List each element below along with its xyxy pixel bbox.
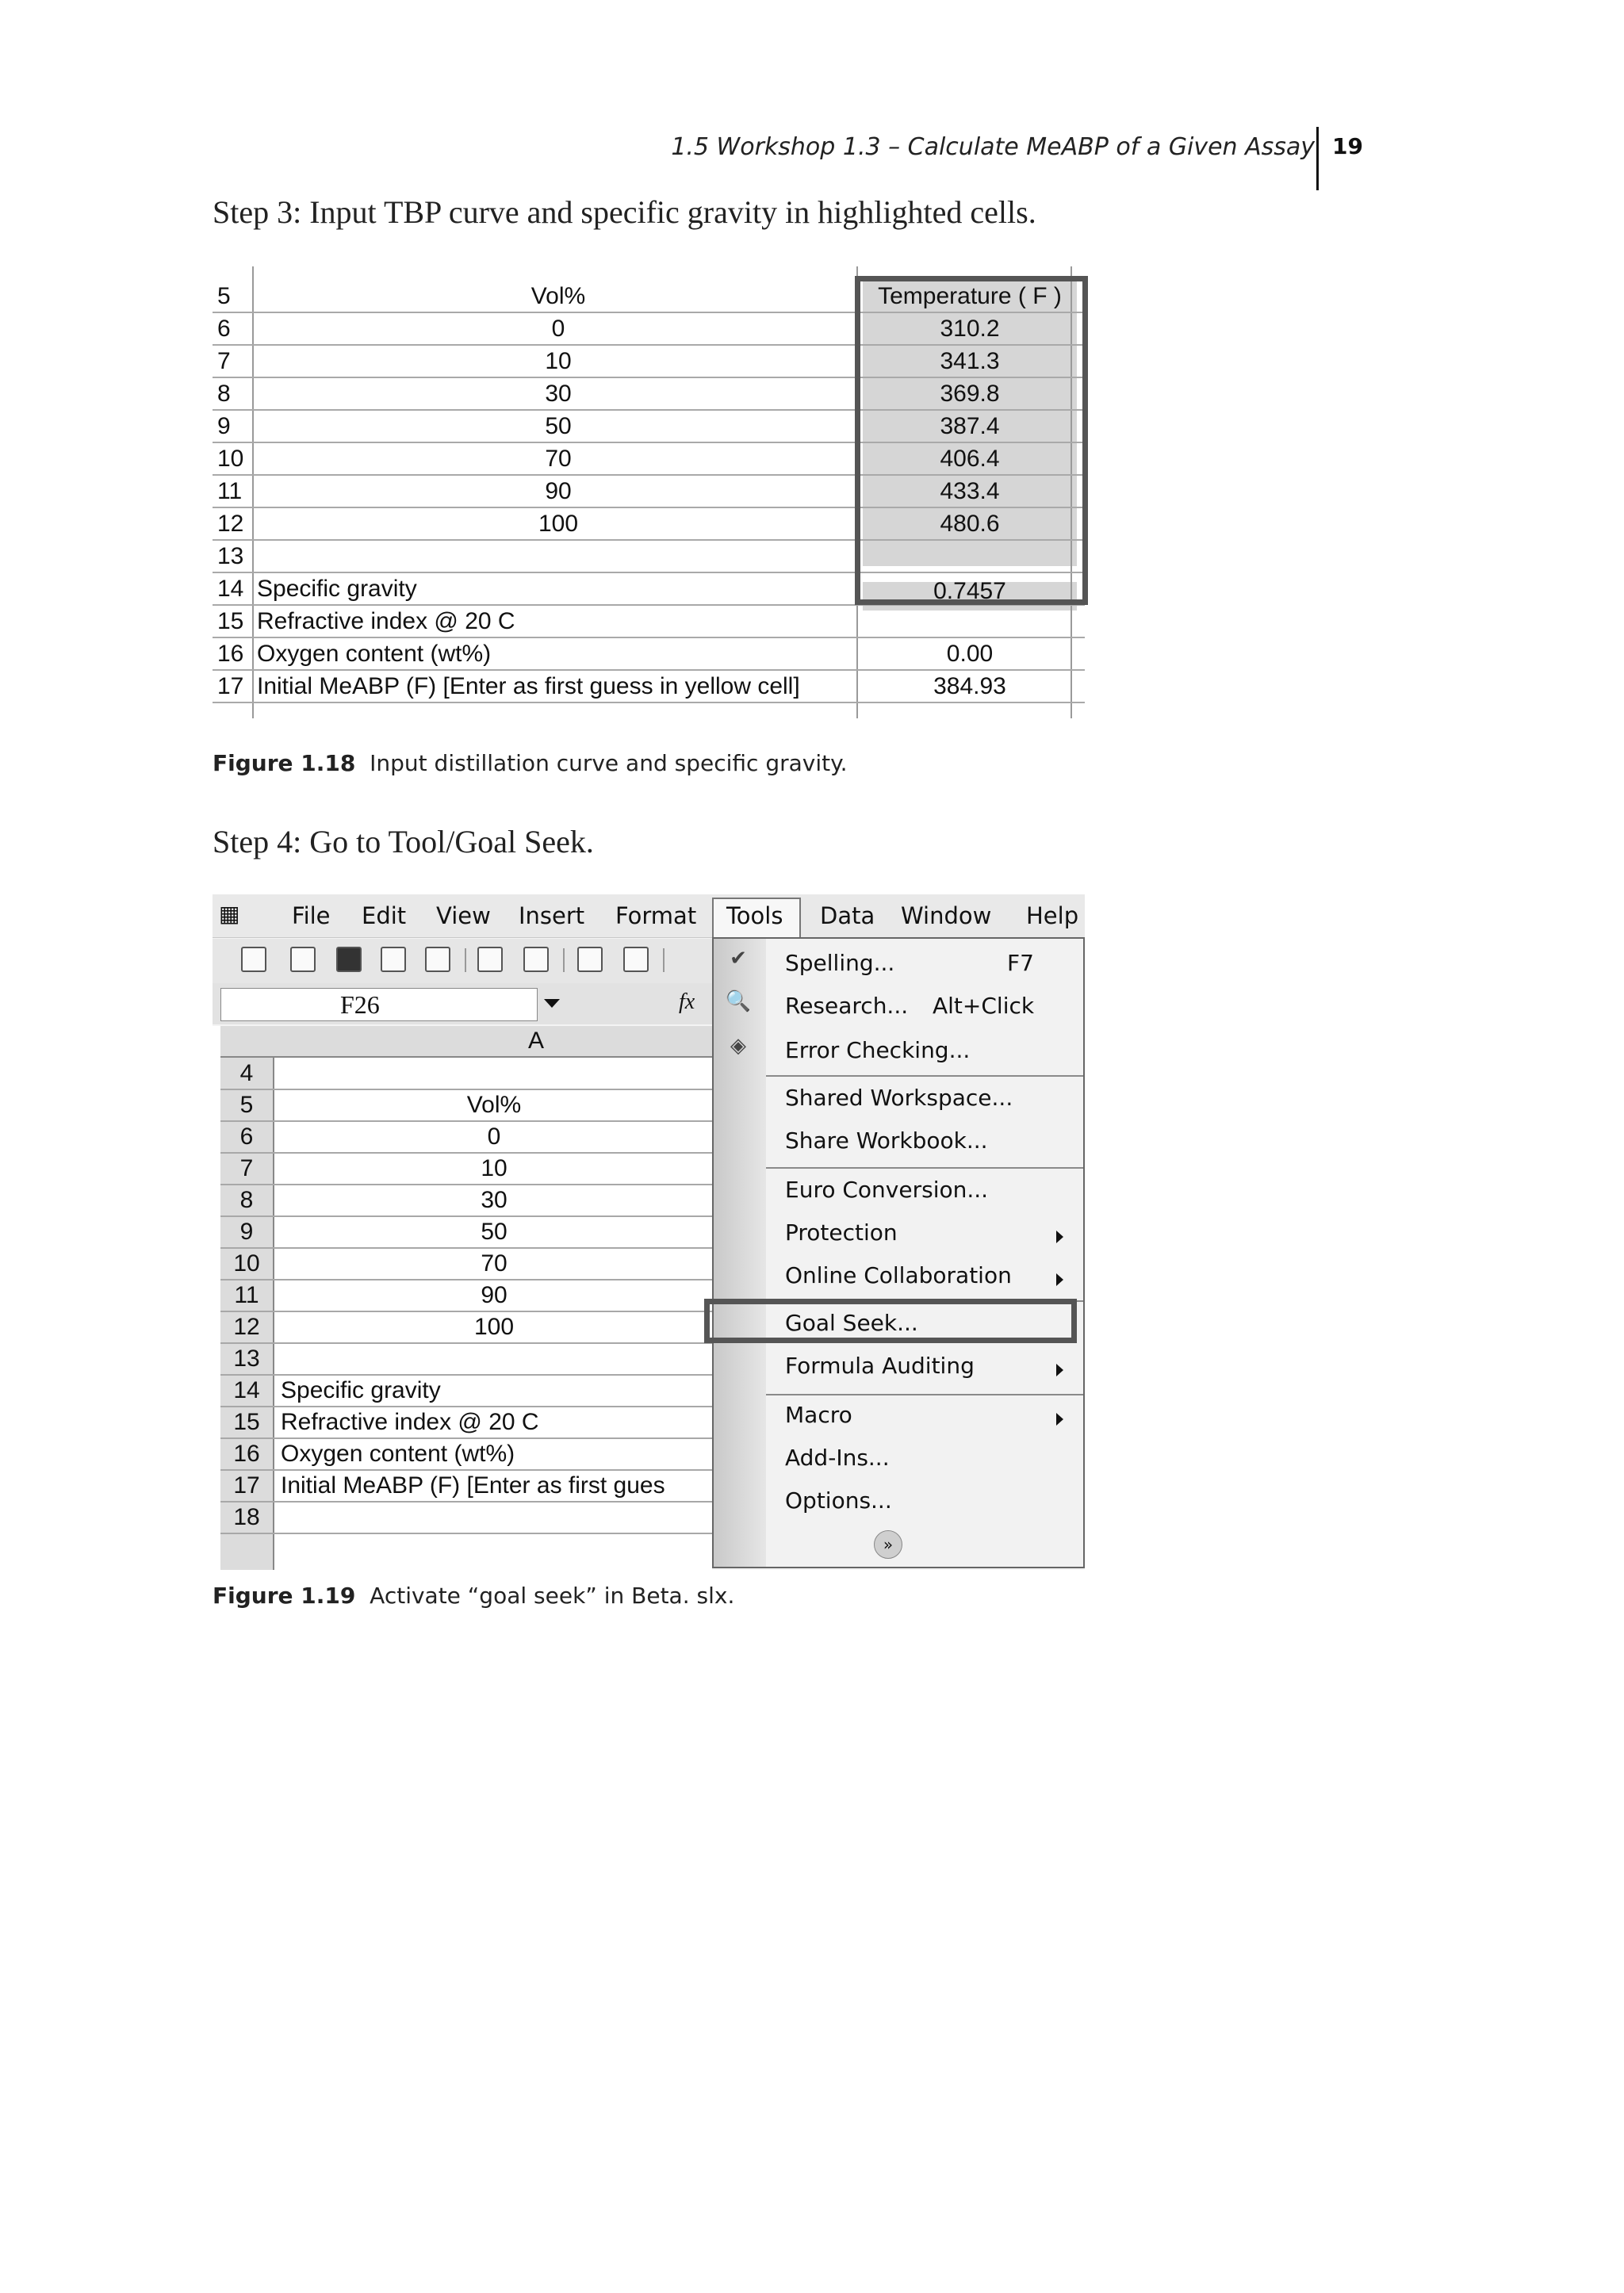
spelling-icon[interactable] xyxy=(577,947,603,972)
toolbar-separator xyxy=(663,948,665,972)
step4-text: Step 4: Go to Tool/Goal Seek. xyxy=(213,824,594,859)
menu-item-spelling[interactable]: Spelling... xyxy=(785,950,895,976)
submenu-arrow-icon xyxy=(1056,1413,1063,1426)
save-icon[interactable] xyxy=(336,947,362,972)
worksheet-grid xyxy=(213,1026,712,1570)
research-shortcut: Alt+Click xyxy=(933,993,1035,1019)
table-row[interactable]: 13 xyxy=(220,1343,712,1376)
figure-1-18-spreadsheet xyxy=(213,266,1085,718)
menu-separator xyxy=(766,1394,1083,1395)
table-row[interactable]: 4 xyxy=(220,1058,712,1090)
table-row[interactable]: 11 90 xyxy=(220,1280,712,1312)
figure-1-19-caption xyxy=(213,1583,734,1609)
table-row[interactable]: 7 10 xyxy=(220,1153,712,1185)
table-row[interactable]: 11 90 433.4 xyxy=(213,476,1085,508)
table-row[interactable]: 7 10 341.3 xyxy=(213,346,1085,378)
expand-menu-icon[interactable]: » xyxy=(874,1530,902,1559)
submenu-arrow-icon xyxy=(1056,1273,1063,1286)
header-rule xyxy=(1316,127,1319,190)
menu-item-macro[interactable]: Macro xyxy=(785,1402,852,1428)
submenu-arrow-icon xyxy=(1056,1364,1063,1376)
error-checking-icon: ◈ xyxy=(730,1034,746,1058)
email-icon[interactable] xyxy=(425,947,450,972)
input-highlight-frame xyxy=(855,276,1088,605)
table-row[interactable]: 17 Initial MeABP (F) [Enter as first gues xyxy=(220,1470,712,1503)
table-row[interactable]: 8 30 xyxy=(220,1185,712,1217)
table-row[interactable]: 14 Specific gravity 0.7457 xyxy=(213,573,1085,606)
table-row[interactable]: 6 0 xyxy=(220,1121,712,1154)
print-icon[interactable] xyxy=(477,947,503,972)
table-row[interactable]: 13 xyxy=(213,541,1085,573)
table-row[interactable]: 9 50 xyxy=(220,1216,712,1249)
menu-item-error-checking[interactable]: Error Checking... xyxy=(785,1037,971,1063)
table-row[interactable]: 14 Specific gravity xyxy=(220,1375,712,1407)
menu-separator xyxy=(766,1075,1083,1077)
table-row[interactable]: 9 50 387.4 xyxy=(213,411,1085,443)
menu-item-options[interactable]: Options... xyxy=(785,1487,892,1514)
figure-1-18-caption xyxy=(213,750,848,776)
table-row[interactable]: 12 100 480.6 xyxy=(213,508,1085,541)
name-box[interactable]: F26 xyxy=(220,988,538,1021)
menu-item-add-ins[interactable]: Add-Ins... xyxy=(785,1445,890,1471)
fx-icon[interactable]: fx xyxy=(679,990,695,1014)
toolbar-separator xyxy=(465,948,466,972)
open-icon[interactable] xyxy=(290,947,316,972)
spelling-shortcut: F7 xyxy=(1007,950,1034,976)
running-header-title: 1.5 Workshop 1.3 – Calculate MeABP of a Given Assay xyxy=(671,133,1315,161)
figure-label: Figure 1.19 xyxy=(213,1583,356,1609)
standard-toolbar xyxy=(213,939,712,984)
menu-file[interactable]: File xyxy=(292,902,331,929)
table-row[interactable]: 10 70 406.4 xyxy=(213,443,1085,476)
menu-item-share-workbook[interactable]: Share Workbook... xyxy=(785,1127,988,1154)
name-box-dropdown-icon[interactable] xyxy=(544,999,560,1008)
toolbar-separator xyxy=(563,948,565,972)
spelling-icon: ✔ xyxy=(730,947,747,970)
excel-app-icon[interactable]: ▦ xyxy=(219,901,240,927)
menu-view[interactable]: View xyxy=(436,902,491,929)
page-number: 19 xyxy=(1332,133,1363,159)
menu-item-shared-workspace[interactable]: Shared Workspace... xyxy=(785,1085,1013,1111)
table-row[interactable]: 10 70 xyxy=(220,1248,712,1280)
menu-data[interactable]: Data xyxy=(820,902,875,929)
menu-icon-gutter xyxy=(714,939,766,1567)
menu-window[interactable]: Window xyxy=(901,902,992,929)
table-row[interactable]: 5 Vol% Temperature ( F ) xyxy=(213,281,1085,313)
menu-item-goal-seek[interactable]: Goal Seek... xyxy=(785,1310,918,1336)
goal-seek-highlight-frame xyxy=(704,1299,1077,1343)
menu-bar xyxy=(213,894,1085,938)
menu-separator xyxy=(766,1167,1083,1169)
table-row[interactable]: 15 Refractive index @ 20 C xyxy=(220,1407,712,1439)
figure-label: Figure 1.18 xyxy=(213,750,356,776)
figure-1-19-excel-window xyxy=(213,894,1085,1570)
menu-insert[interactable]: Insert xyxy=(519,902,585,929)
table-row[interactable]: 6 0 310.2 xyxy=(213,313,1085,346)
table-row[interactable]: 5 Vol% xyxy=(220,1089,712,1122)
figure-caption-text: Activate “goal seek” in Beta. slx. xyxy=(370,1583,735,1609)
research-icon: 🔍 xyxy=(725,990,752,1013)
menu-item-protection[interactable]: Protection xyxy=(785,1219,898,1246)
table-row[interactable]: 18 xyxy=(220,1502,712,1534)
menu-format[interactable]: Format xyxy=(615,902,697,929)
menu-item-research[interactable]: Research... xyxy=(785,993,909,1019)
table-row[interactable]: 8 30 369.8 xyxy=(213,378,1085,411)
research-icon[interactable] xyxy=(623,947,649,972)
menu-item-formula-auditing[interactable]: Formula Auditing xyxy=(785,1353,975,1379)
table-row[interactable]: 12 100 xyxy=(220,1311,712,1344)
formula-bar xyxy=(213,983,712,1024)
submenu-arrow-icon xyxy=(1056,1231,1063,1243)
table-row[interactable]: 17 Initial MeABP (F) [Enter as first guess in yellow cell] 384.93 xyxy=(213,671,1085,703)
table-row[interactable]: 16 Oxygen content (wt%) 0.00 xyxy=(213,638,1085,671)
column-header-a[interactable]: A xyxy=(220,1026,712,1058)
menu-edit[interactable]: Edit xyxy=(362,902,407,929)
menu-help[interactable]: Help xyxy=(1026,902,1079,929)
step3-text: Step 3: Input TBP curve and specific gravity in highlighted cells. xyxy=(213,194,1036,230)
tools-dropdown-menu xyxy=(712,937,1085,1568)
permission-icon[interactable] xyxy=(381,947,406,972)
new-icon[interactable] xyxy=(241,947,266,972)
menu-tools[interactable]: Tools xyxy=(726,902,783,929)
print-preview-icon[interactable] xyxy=(523,947,549,972)
table-row[interactable]: 16 Oxygen content (wt%) xyxy=(220,1438,712,1471)
table-row[interactable]: 15 Refractive index @ 20 C xyxy=(213,606,1085,638)
menu-item-online-collaboration[interactable]: Online Collaboration xyxy=(785,1262,1012,1288)
menu-item-euro-conversion[interactable]: Euro Conversion... xyxy=(785,1177,989,1203)
figure-caption-text: Input distillation curve and specific gravity. xyxy=(370,750,848,776)
